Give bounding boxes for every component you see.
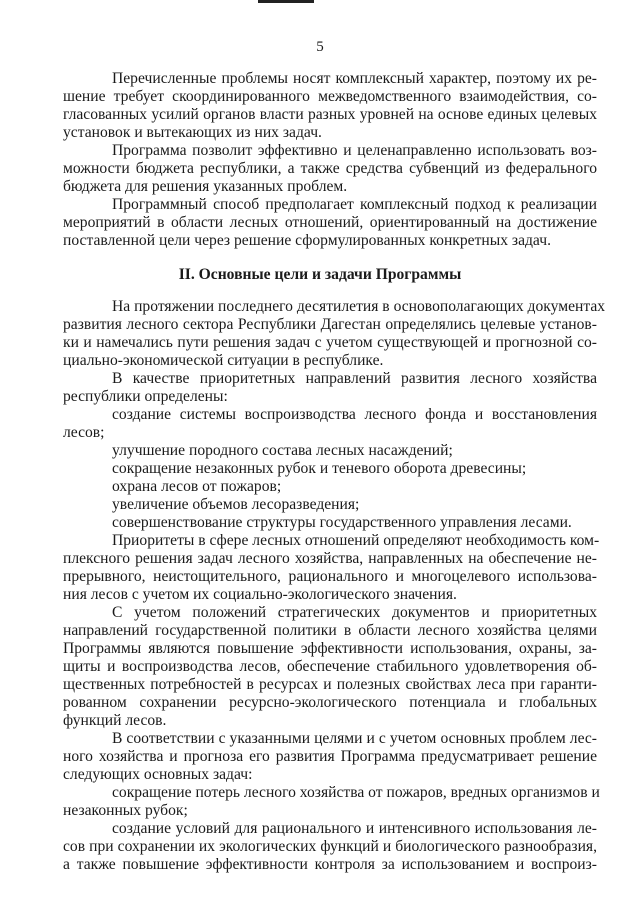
- text-line: сокращение потерь лесного хозяйства от пожаров, вредных организмов и: [112, 784, 600, 801]
- text-line: шение требует скоординированного межведомственного взаимодействия, со-: [63, 88, 597, 105]
- text-line: следующих основных задач:: [63, 766, 253, 783]
- text-line: сов при сохранении их экологических функций и биологического разнообразия,: [63, 838, 597, 855]
- text-line: Программа позволит эффективно и целенаправленно использовать воз-: [112, 142, 597, 159]
- text-line: щиты и воспроизводства лесов, обеспечение стабильного удовлетворения об-: [63, 658, 597, 675]
- text-line: С учетом положений стратегических документов и приоритетных: [112, 604, 597, 621]
- text-line: создание условий для рационального и интенсивного использования ле-: [112, 820, 597, 837]
- text-line: можности бюджета республики, а также средства субвенций из федерального: [63, 160, 597, 177]
- text-line: Перечисленные проблемы носят комплексный характер, поэтому их ре-: [112, 70, 597, 87]
- top-scan-mark: [258, 0, 314, 3]
- text-line: лесов;: [63, 424, 105, 441]
- text-line: Программы являются повышение эффективности использования, охраны, за-: [63, 640, 597, 657]
- text-line: щественных потребностей в ресурсах и полезных свойствах леса при гаранти-: [63, 676, 597, 693]
- text-line: республики определены:: [63, 388, 228, 405]
- text-line: Программный способ предполагает комплексный подход к реализации: [112, 196, 597, 213]
- text-line: установок и вытекающих из них задач.: [63, 124, 322, 141]
- text-line: На протяжении последнего десятилетия в основополагающих документах: [112, 298, 606, 315]
- text-line: поставленной цели через решение сформулированных конкретных задач.: [63, 232, 551, 249]
- text-line: развития лесного сектора Республики Дагестан определялись целевые установ-: [63, 316, 597, 333]
- text-line: направлений государственной политики в области лесного хозяйства целями: [63, 622, 597, 639]
- text-line: мероприятий в области лесных отношений, ориентированный на достижение: [63, 214, 597, 231]
- text-line: увеличение объемов лесоразведения;: [112, 496, 360, 513]
- text-line: совершенствование структуры государственного управления лесами.: [112, 514, 572, 531]
- text-line: прерывного, неистощительного, рационального и многоцелевого использова-: [63, 568, 597, 585]
- text-line: рованном сохранении ресурсно-экологического потенциала и глобальных: [63, 694, 597, 711]
- text-line: В качестве приоритетных направлений развития лесного хозяйства: [112, 370, 597, 387]
- text-line: гласованных усилий органов власти разных уровней на основе единых целевых: [63, 106, 597, 123]
- text-line: сокращение незаконных рубок и теневого оборота древесины;: [112, 460, 527, 477]
- text-line: улучшение породного состава лесных насаждений;: [112, 442, 453, 459]
- text-line: создание системы воспроизводства лесного фонда и восстановления: [112, 406, 597, 423]
- text-line: циально-экономической ситуации в республике.: [63, 352, 384, 369]
- text-line: а также повышение эффективности контроля за использованием и воспроиз-: [63, 856, 597, 873]
- page-number: 5: [316, 39, 324, 55]
- text-line: плексного решения задач лесного хозяйства, направленных на обеспечение не-: [63, 550, 597, 567]
- text-line: ного хозяйства и прогноза его развития Программа предусматривает решение: [63, 748, 597, 765]
- text-line: В соответствии с указанными целями и с учетом основных проблем лес-: [112, 730, 597, 747]
- text-line: ния лесов с учетом их социально-экологического значения.: [63, 586, 457, 603]
- text-line: охрана лесов от пожаров;: [112, 478, 282, 495]
- text-line: ки и намечались пути решения задач с учетом существующей и прогнозной со-: [63, 334, 597, 351]
- text-line: бюджета для решения указанных проблем.: [63, 178, 348, 195]
- section-heading: II. Основные цели и задачи Программы: [178, 266, 462, 283]
- text-line: функций лесов.: [63, 712, 167, 729]
- text-line: Приоритеты в сфере лесных отношений определяют необходимость ком-: [112, 532, 600, 549]
- text-line: незаконных рубок;: [63, 802, 188, 819]
